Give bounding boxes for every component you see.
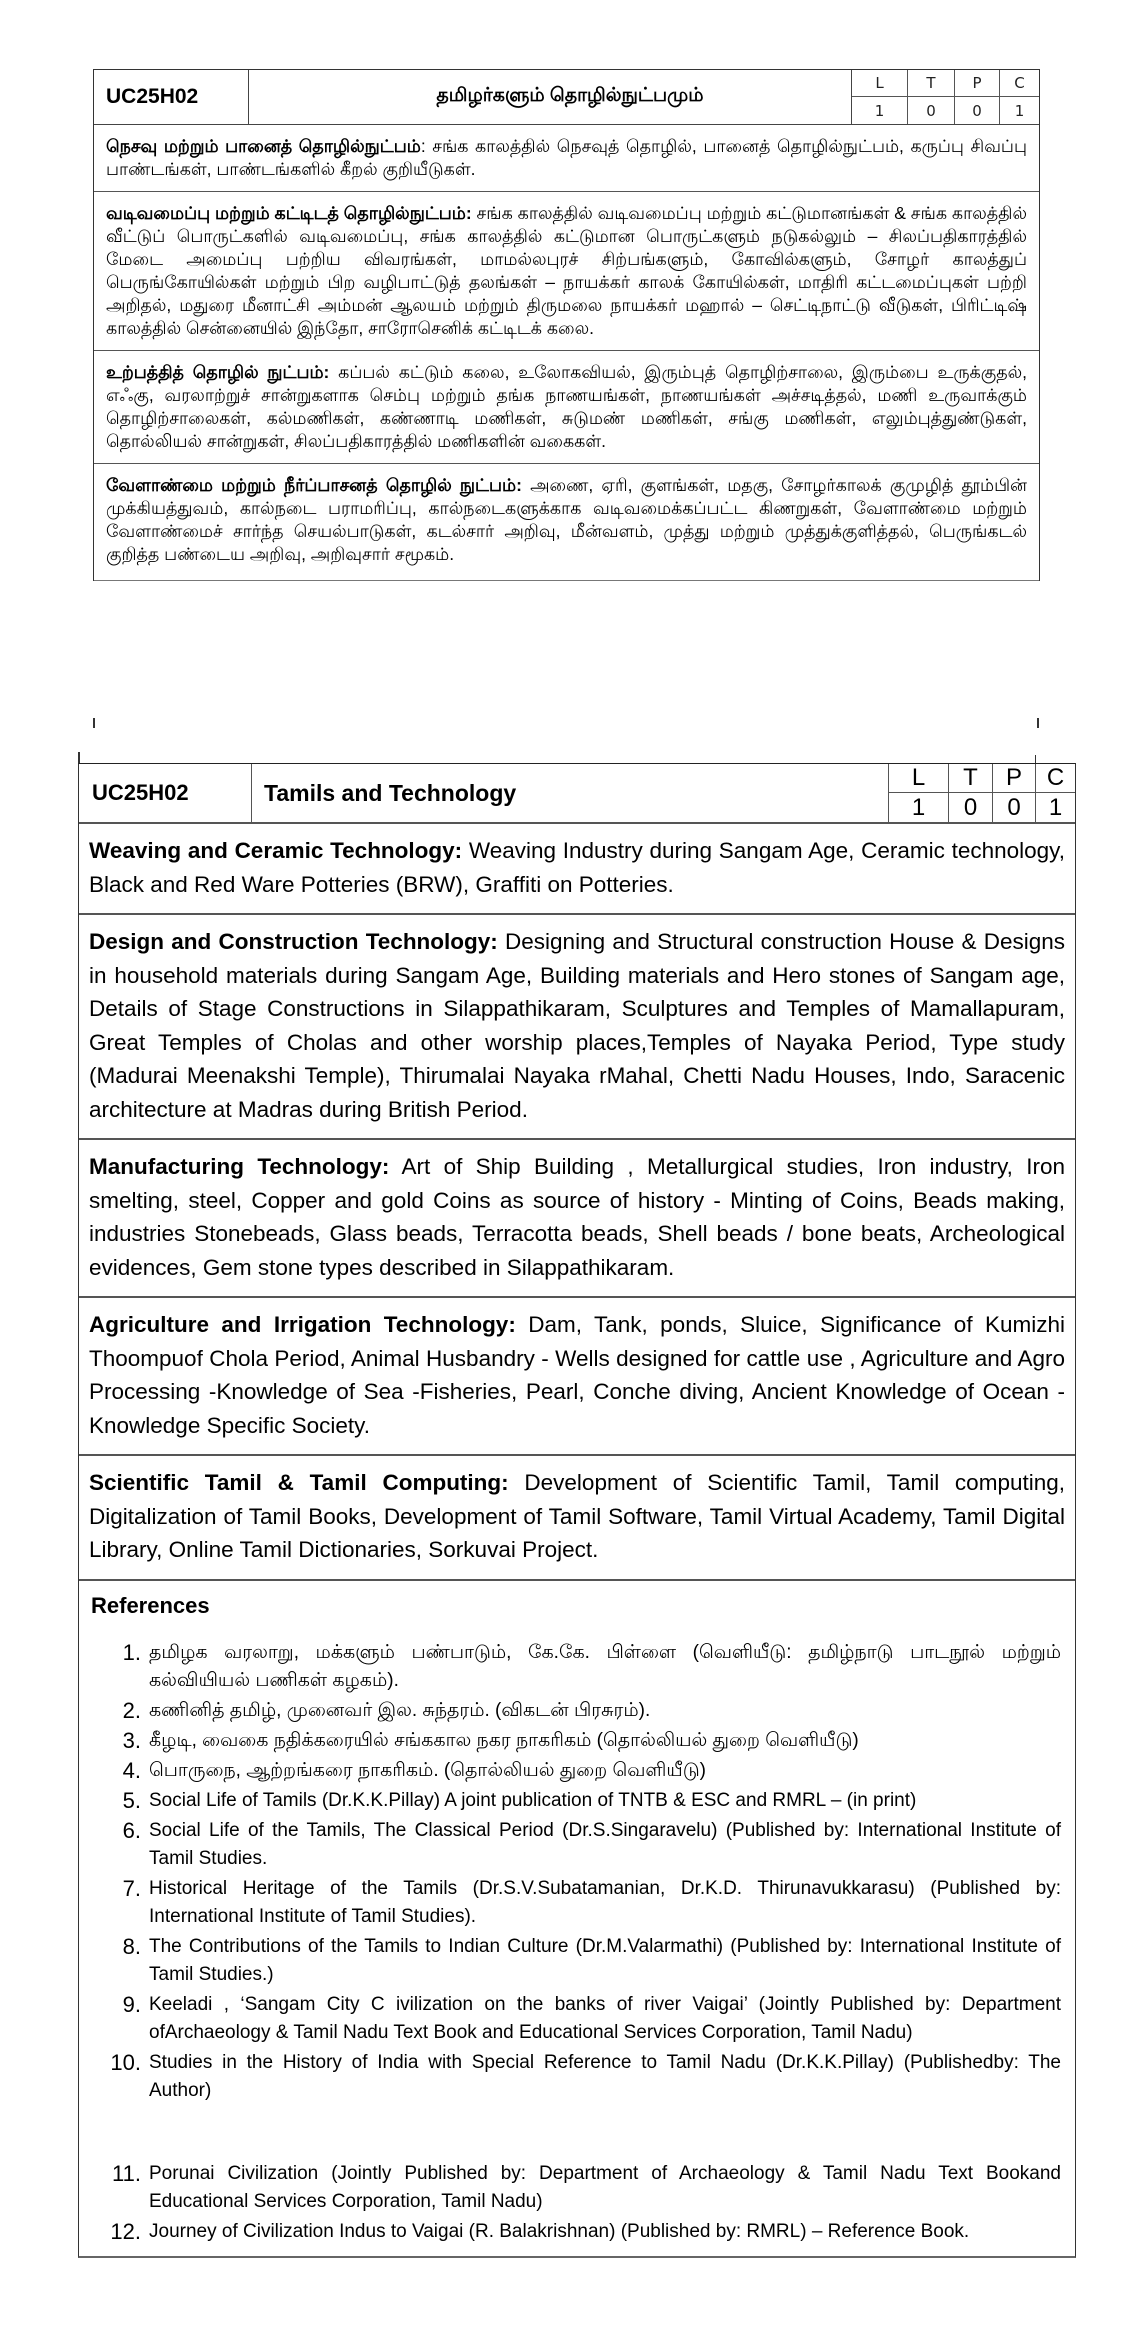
syllabus-section bbox=[94, 351, 1039, 464]
ltpc-grid bbox=[852, 70, 1039, 124]
reference-text: Social Life of the Tamils, The Classical Period (Dr.S.Singaravelu) (Published by: International Institute of Tamil Studies. bbox=[149, 1819, 1061, 1869]
section-body: : சங்க காலத்தில் நெசவுத் தொழில், பானைத் தொழில்நுட்பம், கருப்பு சிவப்பு பாண்டங்கள், பாண்டங்களில் கீறல் குறியீடுகள். bbox=[106, 136, 1027, 179]
ltpc-value-p: 0 bbox=[993, 793, 1036, 822]
reference-text: கீழடி, வைகை நதிக்கரையில் சங்ககால நகர நாகரிகம் (தொல்லியல் துறை வெளியீடு) bbox=[149, 1729, 859, 1751]
reference-item bbox=[91, 2160, 1063, 2216]
reference-number: 3. bbox=[122, 1727, 141, 1753]
section-heading: வடிவமைப்பு மற்றும் கட்டிடத் தொழில்நுட்பம்: bbox=[106, 203, 472, 223]
section-body: Dam, Tank, ponds, Sluice, Significance of Kumizhi Thoompuof Chola Period, Animal Husbandry - Wells designed for cattle use , Agriculture and Agro Processing -Knowledge of Sea -Fisheries, Pearl, Conche diving, Ancient Knowledge of Ocean -Knowledge Specific Society. bbox=[89, 1312, 1065, 1438]
course-code: UC25H02 bbox=[94, 70, 249, 124]
ltpc-header-c: C bbox=[1036, 764, 1075, 793]
section-body: Art of Ship Building , Metallurgical studies, Iron industry, Iron smelting, steel, Copper and gold Coins as source of history - Minting of Coins, Beads making, industries Stonebeads, Glass beads, Terracotta beads, Shell beads / bone beats, Archeological evidences, Gem stone types described in Silappathikaram. bbox=[89, 1154, 1066, 1280]
tamil-syllabus-table bbox=[93, 69, 1040, 581]
course-title: தமிழர்களும் தொழில்நுட்பமும் bbox=[249, 70, 852, 124]
ltpc-value-l: 1 bbox=[889, 793, 949, 822]
section-body: Development of Scientific Tamil, Tamil computing, Digitalization of Tamil Books, Development of Tamil Software, Tamil Virtual Academy, Tamil Digital Library, Online Tamil Dictionaries, Sorkuvai Project. bbox=[89, 1470, 1065, 1562]
reference-text: கணினித் தமிழ், முனைவர் இல. சுந்தரம். (விகடன் பிரசுரம்). bbox=[149, 1699, 651, 1721]
section-heading: Design and Construction Technology: bbox=[89, 929, 498, 954]
ltpc-grid bbox=[889, 764, 1075, 822]
ltpc-value-p: 0 bbox=[955, 97, 1000, 124]
reference-item bbox=[91, 2218, 1063, 2246]
reference-item bbox=[91, 1991, 1063, 2047]
ltpc-value-t: 0 bbox=[949, 793, 993, 822]
reference-item bbox=[91, 1697, 1063, 1725]
reference-item bbox=[91, 1933, 1063, 1989]
section-body: அணை, ஏரி, குளங்கள், மதகு, சோழர்காலக் குமுழித் தூம்பின் முக்கியத்துவம், கால்நடை பராமரிப்பு, கால்நடைகளுக்காக வடிவமைக்கப்பட்ட கிணறுகள், வேளாண்மை மற்றும் வேளாண்மைச் சார்ந்த செயல்பாடுகள், கடல்சார் அறிவு, மீன்வளம், முத்து மற்றும் முத்துக்குளித்தல், பெருங்கடல் குறித்த பண்டைய அறிவு, அறிவுசார் சமூகம். bbox=[106, 475, 1028, 564]
syllabus-section bbox=[79, 824, 1075, 915]
reference-item bbox=[91, 1817, 1063, 1873]
reference-number: 10. bbox=[110, 2049, 141, 2075]
table-border-fragment bbox=[93, 718, 95, 728]
reference-item bbox=[91, 1639, 1063, 1695]
reference-number: 9. bbox=[122, 1991, 141, 2017]
section-body: Weaving Industry during Sangam Age, Ceramic technology, Black and Red Ware Potteries (BRW), Graffiti on Potteries. bbox=[89, 838, 1065, 897]
section-body: கப்பல் கட்டும் கலை, உலோகவியல், இரும்புத் தொழிற்சாலை, இரும்பை உருக்குதல், எஃகு, வரலாற்றுச் சான்றுகளாக செம்பு மற்றும் தங்க நாணயங்கள், நாணயங்கள் அச்சடித்தல், மணி உருவாக்கும் தொழிற்சாலைகள், கல்மணிகள், கண்ணாடி மணிகள், சுடுமண் மணிகள், சங்கு மணிகள், எலும்புத்துண்டுகள், தொல்லியல் சான்றுகள், சிலப்பதிகாரத்தில் மணிகளின் வகைகள். bbox=[106, 362, 1027, 451]
section-heading: உற்பத்தித் தொழில் நுட்பம்: bbox=[106, 362, 330, 382]
ltpc-header-l: L bbox=[889, 764, 949, 793]
reference-text: The Contributions of the Tamils to Indian Culture (Dr.M.Valarmathi) (Published by: International Institute of Tamil Studies.) bbox=[149, 1935, 1061, 1985]
reference-number: 11. bbox=[112, 2160, 141, 2186]
ltpc-header-p: P bbox=[955, 70, 1000, 97]
references-list bbox=[91, 1639, 1063, 2246]
reference-item bbox=[91, 1757, 1063, 1785]
reference-text: தமிழக வரலாறு, மக்களும் பண்பாடும், கே.கே. பிள்ளை (வெளியீடு: தமிழ்நாடு பாடநூல் மற்றும் கல்வியியல் பணிகள் கழகம்). bbox=[149, 1641, 1061, 1691]
english-course-header bbox=[79, 764, 1075, 824]
references-section bbox=[79, 1581, 1075, 2256]
reference-item bbox=[91, 2049, 1063, 2105]
section-body: சங்க காலத்தில் வடிவமைப்பு மற்றும் கட்டுமானங்கள் & சங்க காலத்தில் வீட்டுப் பொருட்களில் வடிவமைப்பு, சங்க காலத்தில் கட்டுமான பொருட்களும் நடுகல்லும் – சிலப்பதிகாரத்தில் மேடை அமைப்பு பற்றிய விவரங்கள், மாமல்லபுரச் சிற்பங்களும், கோவில்களும், சோழர் காலத்துப் பெருங்கோயில்கள் மற்றும் பிற வழிபாட்டுத் தலங்கள் – நாயக்கர் காலக் கோயில்கள், மாதிரி கட்டமைப்புகள் பற்றி அறிதல், மதுரை மீனாட்சி அம்மன் ஆலயம் மற்றும் திருமலை நாயக்கர் மஹால் – செட்டிநாட்டு வீடுகள், பிரிட்டிஷ் காலத்தில் சென்னையில் இந்தோ, சாரோசெனிக் கட்டிடக் கலை. bbox=[106, 203, 1028, 338]
ltpc-value-t: 0 bbox=[908, 97, 955, 124]
reference-text: Historical Heritage of the Tamils (Dr.S.V.Subatamanian, Dr.K.D. Thirunavukkarasu) (Published by: International Institute of Tamil Studies). bbox=[149, 1877, 1061, 1927]
reference-text: Keeladi , ‘Sangam City C ivilization on the banks of river Vaigai’ (Jointly Published by: Department ofArchaeology & Tamil Nadu Text Book and Educational Services Corporation, Tamil Nadu) bbox=[149, 1993, 1061, 2043]
reference-item bbox=[91, 1875, 1063, 1931]
ltpc-header-t: T bbox=[949, 764, 993, 793]
syllabus-section bbox=[79, 915, 1075, 1140]
references-heading: References bbox=[91, 1592, 210, 1618]
syllabus-section bbox=[79, 1456, 1075, 1581]
section-heading: Weaving and Ceramic Technology: bbox=[89, 838, 463, 863]
ltpc-header-p: P bbox=[993, 764, 1036, 793]
section-heading: வேளாண்மை மற்றும் நீர்ப்பாசனத் தொழில் நுட்பம்: bbox=[106, 475, 522, 495]
syllabus-section bbox=[94, 192, 1039, 351]
reference-number: 5. bbox=[122, 1787, 141, 1813]
reference-text: Social Life of Tamils (Dr.K.K.Pillay) A joint publication of TNTB & ESC and RMRL – (in print) bbox=[149, 1789, 917, 1811]
reference-number: 1. bbox=[122, 1639, 141, 1665]
syllabus-section bbox=[94, 125, 1039, 192]
reference-number: 2. bbox=[122, 1697, 141, 1723]
ltpc-header-t: T bbox=[908, 70, 955, 97]
english-syllabus-table bbox=[78, 763, 1076, 2258]
section-heading: நெசவு மற்றும் பானைத் தொழில்நுட்பம் bbox=[106, 136, 421, 156]
course-title: Tamils and Technology bbox=[252, 764, 889, 822]
ltpc-value-c: 1 bbox=[1014, 101, 1025, 120]
syllabus-section bbox=[94, 464, 1039, 581]
reference-text: பொருநை, ஆற்றங்கரை நாகரிகம். (தொல்லியல் துறை வெளியீடு) bbox=[149, 1759, 707, 1781]
tamil-course-header bbox=[94, 70, 1039, 125]
reference-number: 6. bbox=[122, 1817, 141, 1843]
section-heading: Agriculture and Irrigation Technology: bbox=[89, 1312, 516, 1337]
reference-number: 8. bbox=[122, 1933, 141, 1959]
syllabus-section bbox=[79, 1298, 1075, 1456]
course-code: UC25H02 bbox=[79, 764, 252, 822]
reference-number: 7. bbox=[122, 1875, 141, 1901]
table-border-fragment bbox=[1037, 718, 1039, 728]
reference-item bbox=[91, 1727, 1063, 1755]
reference-number: 12. bbox=[110, 2218, 141, 2244]
reference-text: Porunai Civilization (Jointly Published by: Department of Archaeology & Tamil Nadu Text Bookand Educational Services Corporation, Tamil Nadu) bbox=[149, 2162, 1061, 2212]
reference-text: Journey of Civilization Indus to Vaigai (R. Balakrishnan) (Published by: RMRL) – Reference Book. bbox=[149, 2220, 970, 2242]
ltpc-value-l: 1 bbox=[852, 97, 908, 124]
reference-number: 4. bbox=[122, 1757, 141, 1783]
reference-item bbox=[91, 1787, 1063, 1815]
ltpc-value-c: 1 bbox=[1048, 793, 1063, 821]
section-body: Designing and Structural construction House & Designs in household materials during Sangam Age, Building materials and Hero stones of Sangam age, Details of Stage Constructions in Silappathikaram, Sculptures and Temples of Mamallapuram, Great Temples of Cholas and other worship places,Temples of Nayaka Period, Type study (Madurai Meenakshi Temple), Thirumalai Nayaka rMahal, Chetti Nadu Houses, Indo, Saracenic architecture at Madras during British Period. bbox=[89, 929, 1065, 1122]
ltpc-header-l: L bbox=[852, 70, 908, 97]
reference-text: Studies in the History of India with Special Reference to Tamil Nadu (Dr.K.K.Pillay) (Publishedby: The Author) bbox=[149, 2051, 1061, 2101]
ltpc-header-c: C bbox=[1000, 70, 1039, 97]
syllabus-section bbox=[79, 1140, 1075, 1298]
section-heading: Scientific Tamil & Tamil Computing: bbox=[89, 1470, 509, 1495]
section-heading: Manufacturing Technology: bbox=[89, 1154, 390, 1179]
